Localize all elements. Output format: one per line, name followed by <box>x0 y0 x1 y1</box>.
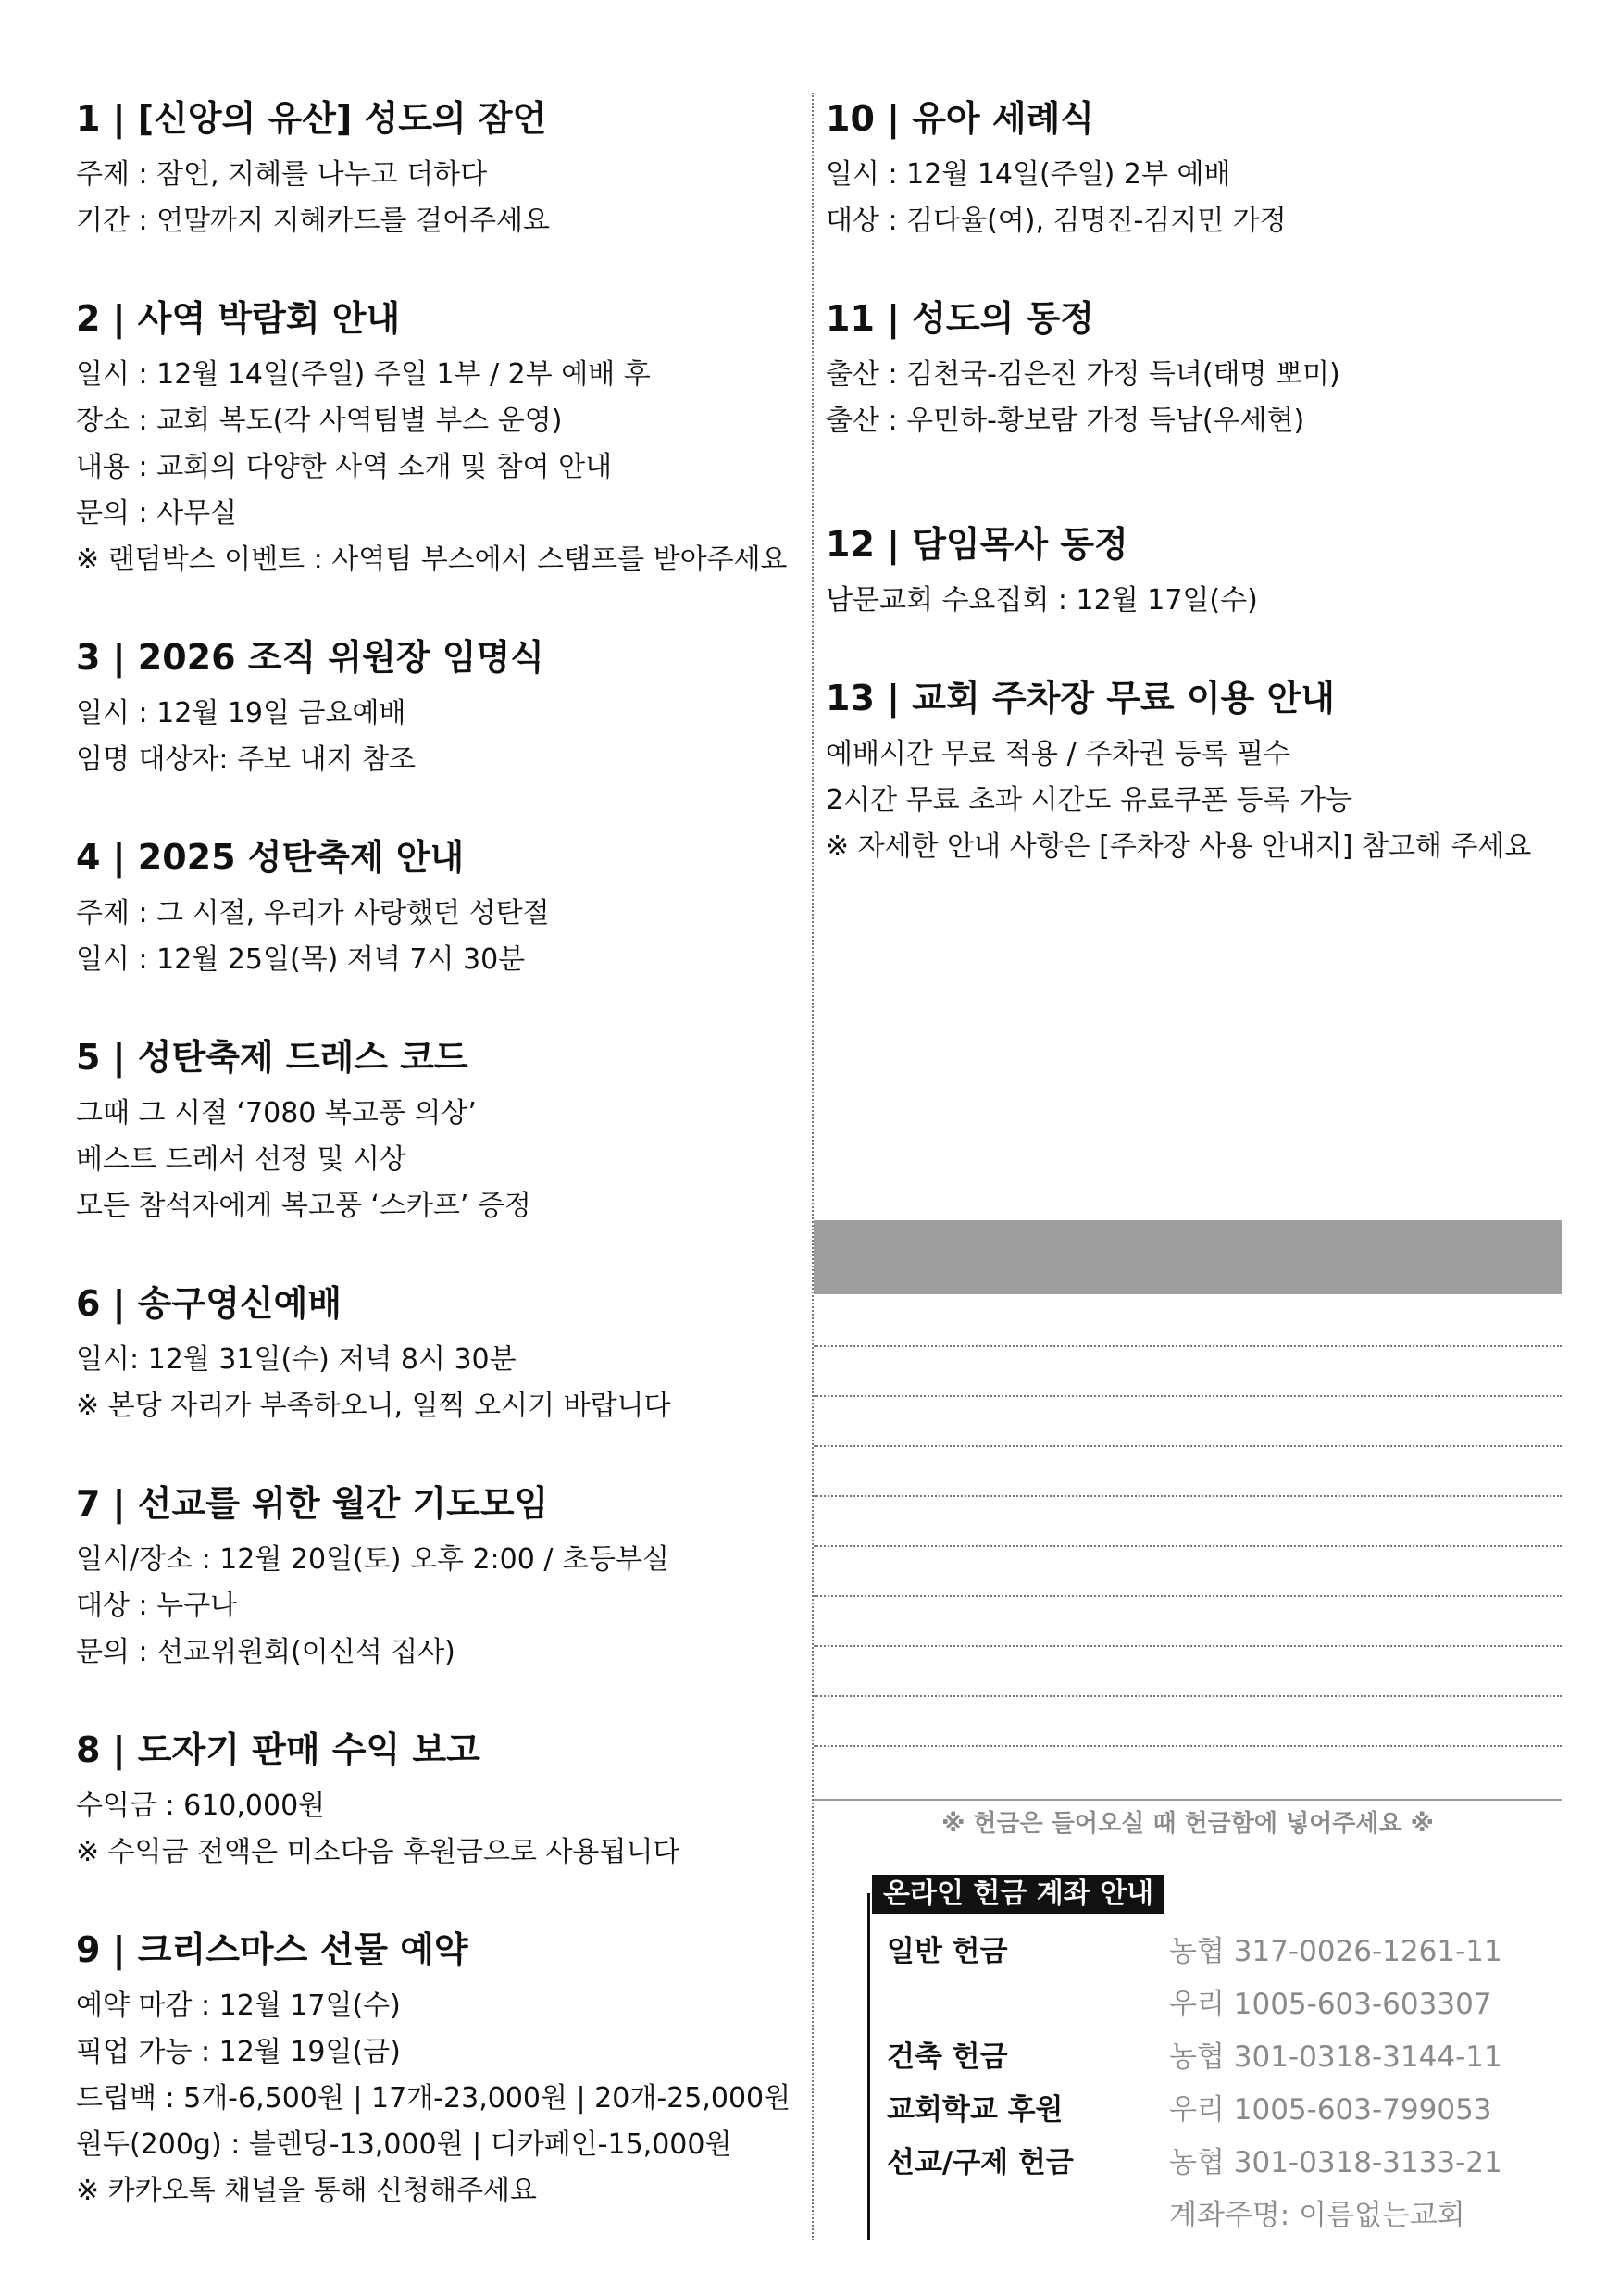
announcement-line: 임명 대상자: 주보 내지 참조 <box>76 743 417 776</box>
announcement-line: ※ 카카오톡 채널을 통해 신청해주세요 <box>76 2175 537 2207</box>
announcement-title: 2 | 사역 박람회 안내 <box>76 298 401 339</box>
account-row <box>887 1978 1553 2030</box>
memo-line <box>814 1695 1562 1697</box>
offering-notice: ※ 헌금은 들어오실 때 헌금함에 넣어주세요 ※ <box>941 1810 1434 1838</box>
announcement-line: 남문교회 수요집회 : 12월 17일(수) <box>826 584 1258 617</box>
announcement-3 <box>76 631 807 783</box>
announcement-13 <box>826 672 1562 870</box>
account-heading: 온라인 헌금 계좌 안내 <box>872 1875 1164 1914</box>
announcement-line: 베스트 드레서 선정 및 시상 <box>76 1143 406 1176</box>
announcement-line: 출산 : 우민하-황보람 가정 득남(우세현) <box>826 405 1305 437</box>
announcement-line: 주제 : 그 시절, 우리가 사랑했던 성탄절 <box>76 897 550 930</box>
announcement-line: 원두(200g) : 블렌딩-13,000원 | 디카페인-15,000원 <box>76 2128 732 2161</box>
announcement-title: 4 | 2025 성탄축제 안내 <box>76 837 465 878</box>
announcement-line: ※ 랜덤박스 이벤트 : 사역팀 부스에서 스탬프를 받아주세요 <box>76 543 788 576</box>
announcement-title: 12 | 담임목사 동정 <box>826 524 1128 565</box>
announcement-title: 3 | 2026 조직 위원장 임명식 <box>76 637 544 678</box>
memo-line <box>814 1595 1562 1597</box>
announcement-line: 일시: 12월 31일(수) 저녁 8시 30분 <box>76 1343 517 1376</box>
account-label: 건축 헌금 <box>887 2040 1008 2074</box>
announcement-title: 10 | 유아 세례식 <box>826 98 1094 139</box>
announcement-title: 1 | [신앙의 유산] 성도의 잠언 <box>76 98 547 139</box>
announcement-line: 문의 : 선교위원회(이신석 집사) <box>76 1636 455 1668</box>
account-number: 농협 301-0318-3133-21 <box>1169 2146 1502 2179</box>
announcement-6 <box>76 1278 807 1429</box>
announcement-line: 예배시간 무료 적용 / 주차권 등록 필수 <box>826 738 1291 770</box>
announcement-5 <box>76 1031 807 1229</box>
announcement-line: 드립백 : 5개-6,500원 | 17개-23,000원 | 20개-25,000원 <box>76 2082 791 2115</box>
announcement-line: 내용 : 교회의 다양한 사역 소개 및 참여 안내 <box>76 451 613 483</box>
memo-line <box>814 1345 1562 1347</box>
memo-line <box>814 1445 1562 1447</box>
announcement-title: 6 | 송구영신예배 <box>76 1283 342 1324</box>
announcement-4 <box>76 831 807 983</box>
announcement-line: 2시간 무료 초과 시간도 유료쿠폰 등록 가능 <box>826 784 1352 817</box>
right-column <box>826 93 1562 918</box>
announcement-line: ※ 본당 자리가 부족하오니, 일찍 오시기 바랍니다 <box>76 1390 671 1422</box>
announcement-line: 일시 : 12월 14일(주일) 2부 예배 <box>826 158 1231 191</box>
account-label: 교회학교 후원 <box>887 2093 1064 2127</box>
account-number: 우리 1005-603-799053 <box>1169 2093 1492 2127</box>
announcement-title: 7 | 선교를 위한 월간 기도모임 <box>76 1483 549 1524</box>
account-label: 선교/구제 헌금 <box>887 2146 1074 2179</box>
announcement-line: 예약 마감 : 12월 17일(수) <box>76 1990 401 2022</box>
announcement-title: 5 | 성탄축제 드레스 코드 <box>76 1037 468 1078</box>
announcement-line: 문의 : 사무실 <box>76 497 238 530</box>
announcement-1 <box>76 93 807 244</box>
announcement-line: 일시/장소 : 12월 20일(토) 오후 2:00 / 초등부실 <box>76 1543 669 1576</box>
announcement-line: ※ 자세한 안내 사항은 [주차장 사용 안내지] 참고해 주세요 <box>826 830 1532 863</box>
announcement-title: 8 | 도자기 판매 수익 보고 <box>76 1729 480 1770</box>
memo-line <box>814 1645 1562 1647</box>
announcement-11 <box>826 293 1562 444</box>
announcement-line: 대상 : 누구나 <box>76 1590 238 1622</box>
announcement-line: 모든 참석자에게 복고풍 ‘스카프’ 증정 <box>76 1190 531 1222</box>
announcement-line: 대상 : 김다율(여), 김명진-김지민 가정 <box>826 205 1287 237</box>
account-holder: 계좌주명: 이름없는교회 <box>1169 2199 1465 2232</box>
announcement-line: 일시 : 12월 25일(목) 저녁 7시 30분 <box>76 943 526 976</box>
memo-bottom-line <box>814 1799 1562 1801</box>
left-column <box>76 93 807 2263</box>
account-number: 농협 301-0318-3144-11 <box>1169 2040 1502 2074</box>
memo-line <box>814 1545 1562 1547</box>
announcement-12 <box>826 518 1562 624</box>
account-row <box>887 1926 1553 1978</box>
memo-line <box>814 1395 1562 1397</box>
account-row <box>887 2031 1553 2083</box>
account-box-border <box>867 1893 870 2240</box>
announcement-2 <box>76 293 807 583</box>
announcement-line: 장소 : 교회 복도(각 사역팀별 부스 운영) <box>76 405 563 437</box>
announcement-line: 주제 : 잠언, 지혜를 나누고 더하다 <box>76 158 488 191</box>
announcement-line: 기간 : 연말까지 지혜카드를 걸어주세요 <box>76 205 550 237</box>
announcement-9 <box>76 1924 807 2215</box>
account-number: 우리 1005-603-603307 <box>1169 1988 1492 2021</box>
account-row <box>887 2190 1553 2241</box>
column-divider <box>812 93 814 2240</box>
announcement-10 <box>826 93 1562 244</box>
announcement-8 <box>76 1724 807 1876</box>
announcement-line: 수익금 : 610,000원 <box>76 1790 326 1822</box>
announcement-line: 출산 : 김천국-김은진 가정 득녀(태명 뽀미) <box>826 358 1340 391</box>
account-row <box>887 2137 1553 2189</box>
announcement-line: 픽업 가능 : 12월 19일(금) <box>76 2036 401 2068</box>
announcement-line: 일시 : 12월 14일(주일) 주일 1부 / 2부 예배 후 <box>76 358 651 391</box>
memo-header-bar <box>814 1220 1562 1294</box>
announcement-title: 11 | 성도의 동정 <box>826 298 1094 339</box>
announcement-line: 그때 그 시절 ‘7080 복고풍 의상’ <box>76 1097 477 1129</box>
announcement-title: 9 | 크리스마스 선물 예약 <box>76 1929 468 1970</box>
account-label: 일반 헌금 <box>887 1935 1008 1968</box>
account-row <box>887 2084 1553 2136</box>
announcement-line: ※ 수익금 전액은 미소다음 후원금으로 사용됩니다 <box>76 1836 680 1868</box>
memo-line <box>814 1745 1562 1747</box>
announcement-title: 13 | 교회 주차장 무료 이용 안내 <box>826 678 1335 718</box>
announcement-7 <box>76 1478 807 1676</box>
account-number: 농협 317-0026-1261-11 <box>1169 1935 1502 1968</box>
announcement-line: 일시 : 12월 19일 금요예배 <box>76 697 406 730</box>
memo-line <box>814 1495 1562 1497</box>
